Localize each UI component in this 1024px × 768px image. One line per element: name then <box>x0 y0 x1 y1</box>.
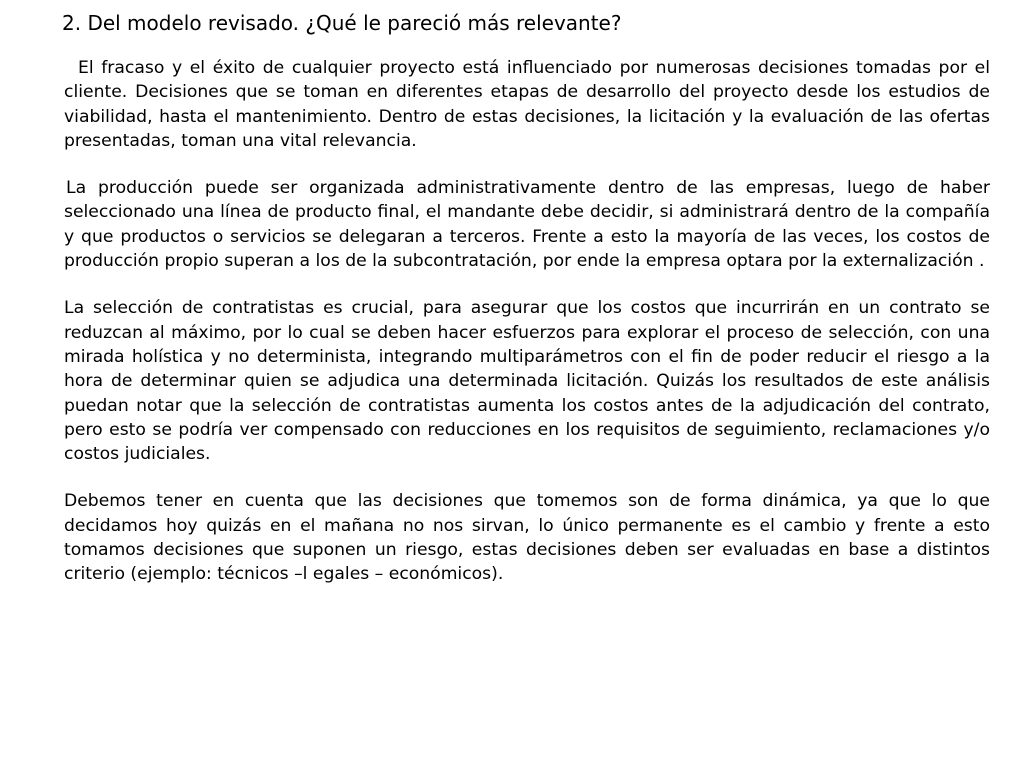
slide-title: 2. Del modelo revisado. ¿Qué le pareció más relevante? <box>62 11 622 35</box>
slide-body <box>64 56 990 610</box>
paragraph-2: La producción puede ser organizada administrativamente dentro de las empresas, luego de haber seleccionado una línea de producto final, el mandante debe decidir, si administrará dentro de la compañía y que productos o servicios se delegaran a terceros. Frente a esto la mayoría de las veces, los costos de producción propio superan a los de la subcontratación, por ende la empresa optara por la externalización . <box>64 178 990 272</box>
paragraph-1: El fracaso y el éxito de cualquier proyecto está influenciado por numerosas decisiones tomadas por el cliente. Decisiones que se toman en diferentes etapas de desarrollo del proyecto desde los estudios de viabilidad, hasta el mantenimiento. Dentro de estas decisiones, la licitación y la evaluación de las ofertas presentadas, toman una vital relevancia. <box>64 58 990 151</box>
paragraph-3: La selección de contratistas es crucial, para asegurar que los costos que incurrirán en un contrato se reduzcan al máximo, por lo cual se deben hacer esfuerzos para explorar el proceso de selección, con una mirada holística y no determinista, integrando multiparámetros con el fin de poder reducir el riesgo a la hora de determinar quien se adjudica una determinada licitación. Quizás los resultados de este análisis puedan notar que la selección de contratistas aumenta los costos antes de la adjudicación del contrato, pero esto se podría ver compensado con reducciones en los requisitos de seguimiento, reclamaciones y/o costos judiciales. <box>64 298 990 465</box>
paragraph-4: Debemos tener en cuenta que las decisiones que tomemos son de forma dinámica, ya que lo que decidamos hoy quizás en el mañana no nos sirvan, lo único permanente es el cambio y frente a esto tomamos decisiones que suponen un riesgo, estas decisiones deben ser evaluadas en base a distintos criterio (ejemplo: técnicos –l egales – económicos). <box>64 491 990 585</box>
